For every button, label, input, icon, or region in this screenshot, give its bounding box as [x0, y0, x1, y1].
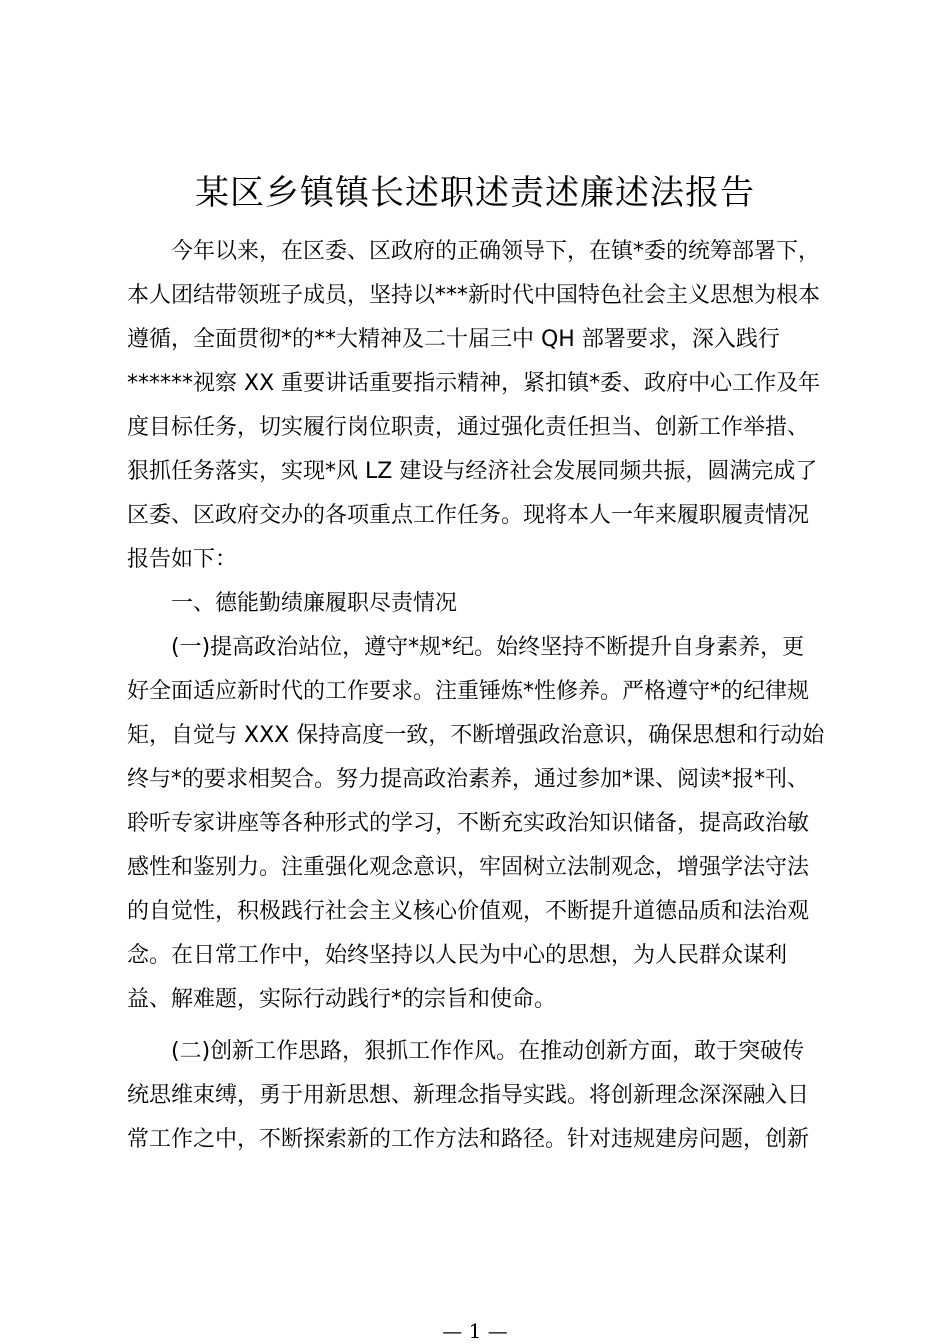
text-line: 统思维束缚，勇于用新思想、新理念指导实践。将创新理念深深融入日	[127, 1083, 810, 1108]
text-line: 常工作之中，不断探索新的工作方法和路径。针对违规建房问题，创新	[127, 1127, 810, 1152]
text-line: 报告如下：	[127, 547, 238, 572]
section-heading	[127, 582, 835, 626]
text-line: (二)创新工作思路，狠抓工作作风。在推动创新方面，敢于突破传	[171, 1039, 805, 1064]
text-line: 益、解难题，实际行动践行*的宗旨和使命。	[127, 987, 557, 1012]
paragraph-section-1	[127, 626, 835, 1022]
page-title: 某区乡镇镇长述职述责述廉述法报告	[195, 173, 755, 213]
text-line: (一)提高政治站位，遵守*规*纪。始终坚持不断提升自身素养，更	[171, 635, 805, 660]
paragraph-section-2	[127, 1030, 835, 1162]
text-line: ******视察 XX 重要讲话重要指示精神，紧扣镇*委、政府中心工作及年	[127, 371, 821, 396]
text-line: 感性和鉴别力。注重强化观念意识，牢固树立法制观念，增强学法守法	[127, 855, 810, 880]
text-line: 本人团结带领班子成员，坚持以***新时代中国特色社会主义思想为根本	[127, 283, 821, 308]
text-line: 今年以来，在区委、区政府的正确领导下，在镇*委的统筹部署下，	[171, 239, 821, 264]
text-line: 遵循，全面贯彻*的**大精神及二十届三中 QH 部署要求，深入践行	[127, 327, 780, 352]
text-line: 度目标任务，切实履行岗位职责，通过强化责任担当、创新工作举措、	[127, 415, 810, 440]
text-line: 聆听专家讲座等各种形式的学习，不断充实政治知识储备，提高政治敏	[127, 811, 810, 836]
text-line: 终与*的要求相契合。努力提高政治素养，通过参加*课、阅读*报*刊、	[127, 767, 810, 792]
text-line: 狠抓任务落实，实现*风 LZ 建设与经济社会发展同频共振，圆满完成了	[127, 459, 818, 484]
text-line: 好全面适应新时代的工作要求。注重锤炼*性修养。严格遵守*的纪律规	[127, 679, 810, 704]
text-line: 一、德能勤绩廉履职尽责情况	[171, 591, 458, 616]
paragraph-intro	[127, 230, 835, 582]
text-line: 念。在日常工作中，始终坚持以人民为中心的思想，为人民群众谋利	[127, 943, 788, 968]
text-line: 矩，自觉与 XXX 保持高度一致，不断增强政治意识，确保思想和行动始	[127, 723, 825, 748]
page-number: — 1 —	[442, 1319, 508, 1343]
text-line: 区委、区政府交办的各项重点工作任务。现将本人一年来履职履责情况	[127, 503, 810, 528]
text-line: 的自觉性，积极践行社会主义核心价值观，不断提升道德品质和法治观	[127, 899, 810, 924]
